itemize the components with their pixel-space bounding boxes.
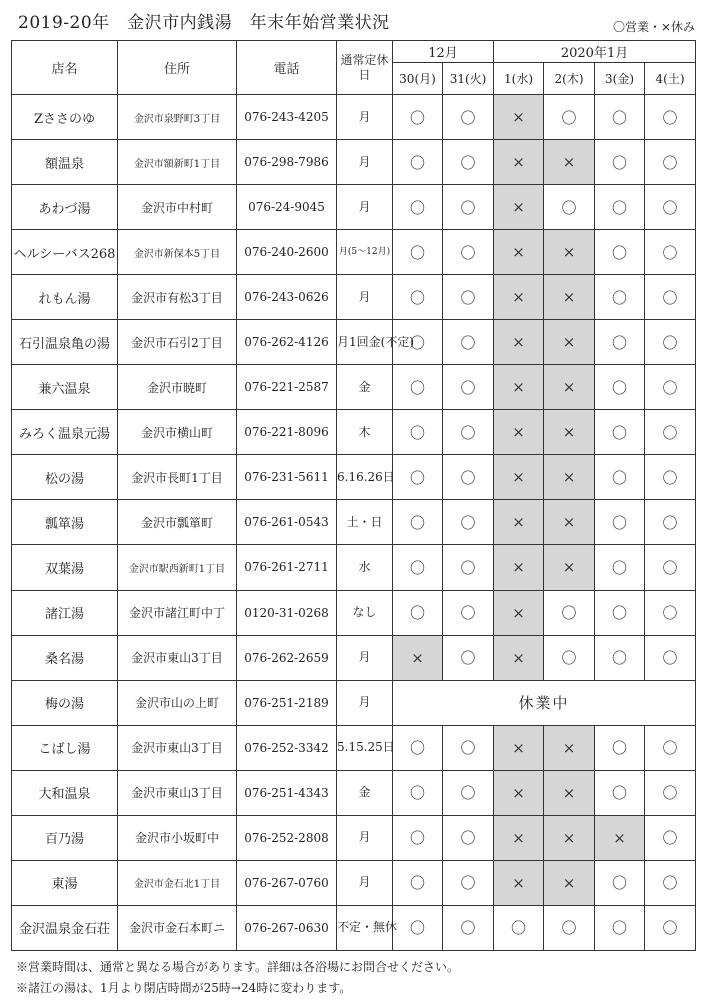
shop-phone: 076-252-3342 bbox=[237, 725, 337, 770]
status-mark: 〇 bbox=[443, 725, 494, 770]
status-mark: × bbox=[544, 275, 595, 320]
status-mark: 〇 bbox=[544, 95, 595, 140]
status-mark: 〇 bbox=[443, 860, 494, 905]
shop-name: こばし湯 bbox=[12, 725, 118, 770]
legend: 〇営業・×休み bbox=[612, 20, 695, 34]
status-mark: 〇 bbox=[443, 815, 494, 860]
shop-name: 百乃湯 bbox=[12, 815, 118, 860]
status-mark: 〇 bbox=[645, 500, 696, 545]
shop-name: Zささのゆ bbox=[12, 95, 118, 140]
shop-address: 金沢市横山町 bbox=[118, 410, 237, 455]
status-mark: × bbox=[494, 815, 544, 860]
status-mark: × bbox=[494, 95, 544, 140]
status-mark: 〇 bbox=[443, 770, 494, 815]
status-mark: 〇 bbox=[595, 410, 645, 455]
shop-address: 金沢市東山3丁目 bbox=[118, 770, 237, 815]
status-mark: × bbox=[544, 410, 595, 455]
shop-address: 金沢市駅西新町1丁目 bbox=[118, 545, 237, 590]
table-row bbox=[12, 95, 696, 140]
status-mark: × bbox=[494, 500, 544, 545]
regular-holiday: 月 bbox=[337, 860, 393, 905]
status-mark: 〇 bbox=[595, 905, 645, 950]
status-mark: 〇 bbox=[443, 320, 494, 365]
regular-holiday: 月 bbox=[337, 95, 393, 140]
shop-phone: 076-24-9045 bbox=[237, 185, 337, 230]
regular-holiday: 月 bbox=[337, 635, 393, 680]
schedule-body bbox=[12, 95, 696, 951]
status-mark: 〇 bbox=[645, 905, 696, 950]
status-mark: 〇 bbox=[393, 500, 443, 545]
table-row bbox=[12, 680, 696, 725]
status-mark: 〇 bbox=[595, 320, 645, 365]
status-mark: 〇 bbox=[393, 590, 443, 635]
shop-address: 金沢市瓢箪町 bbox=[118, 500, 237, 545]
shop-name: 大和温泉 bbox=[12, 770, 118, 815]
shop-address: 金沢市東山3丁目 bbox=[118, 725, 237, 770]
header-day: 30(月) bbox=[393, 63, 443, 95]
shop-address: 金沢市諸江町中丁 bbox=[118, 590, 237, 635]
status-mark: 〇 bbox=[544, 905, 595, 950]
status-mark: 〇 bbox=[544, 185, 595, 230]
header-address: 住所 bbox=[118, 41, 237, 95]
status-mark: 〇 bbox=[393, 905, 443, 950]
status-mark: 〇 bbox=[645, 320, 696, 365]
status-mark: 〇 bbox=[645, 95, 696, 140]
shop-name: れもん湯 bbox=[12, 275, 118, 320]
shop-phone: 076-243-0626 bbox=[237, 275, 337, 320]
status-mark: × bbox=[494, 320, 544, 365]
status-mark: × bbox=[494, 770, 544, 815]
shop-address: 金沢市泉野町3丁目 bbox=[118, 95, 237, 140]
shop-name: 双葉湯 bbox=[12, 545, 118, 590]
status-mark: × bbox=[544, 455, 595, 500]
table-row bbox=[12, 185, 696, 230]
shop-phone: 076-262-4126 bbox=[237, 320, 337, 365]
regular-holiday: 木 bbox=[337, 410, 393, 455]
status-mark: × bbox=[494, 230, 544, 275]
status-mark: 〇 bbox=[443, 185, 494, 230]
shop-address: 金沢市金石北1丁目 bbox=[118, 860, 237, 905]
footnotes bbox=[16, 957, 459, 999]
status-mark: 〇 bbox=[645, 725, 696, 770]
table-row bbox=[12, 545, 696, 590]
shop-address: 金沢市山の上町 bbox=[118, 680, 237, 725]
regular-holiday: 月1回金(不定) bbox=[337, 320, 393, 365]
status-mark: 〇 bbox=[443, 140, 494, 185]
shop-name: 梅の湯 bbox=[12, 680, 118, 725]
status-mark: × bbox=[544, 725, 595, 770]
table-row bbox=[12, 590, 696, 635]
status-mark: 〇 bbox=[645, 770, 696, 815]
shop-address: 金沢市小坂町中 bbox=[118, 815, 237, 860]
regular-holiday: 月 bbox=[337, 140, 393, 185]
status-mark: 〇 bbox=[544, 635, 595, 680]
regular-holiday: 月(5〜12月) bbox=[337, 230, 393, 275]
status-mark: 〇 bbox=[393, 140, 443, 185]
status-mark: 〇 bbox=[443, 905, 494, 950]
shop-address: 金沢市金石本町ニ bbox=[118, 905, 237, 950]
shop-name: 諸江湯 bbox=[12, 590, 118, 635]
footnote: ※営業時間は、通常と異なる場合があります。詳細は各浴場にお問合せください。 bbox=[16, 960, 460, 974]
status-mark: 〇 bbox=[393, 185, 443, 230]
table-row bbox=[12, 365, 696, 410]
shop-address: 金沢市長町1丁目 bbox=[118, 455, 237, 500]
table-row bbox=[12, 905, 696, 950]
header-december: 12月 bbox=[393, 41, 494, 63]
shop-name: ヘルシーバス268 bbox=[12, 230, 118, 275]
shop-address: 金沢市新保本5丁目 bbox=[118, 230, 237, 275]
status-mark: × bbox=[544, 365, 595, 410]
status-mark: × bbox=[544, 770, 595, 815]
shop-phone: 0120-31-0268 bbox=[237, 590, 337, 635]
status-mark: × bbox=[494, 725, 544, 770]
status-mark: × bbox=[494, 365, 544, 410]
status-mark: × bbox=[595, 815, 645, 860]
table-row bbox=[12, 725, 696, 770]
header-phone: 電話 bbox=[237, 41, 337, 95]
shop-address: 金沢市暁町 bbox=[118, 365, 237, 410]
status-mark: 〇 bbox=[393, 410, 443, 455]
shop-phone: 076-240-2600 bbox=[237, 230, 337, 275]
status-mark: 〇 bbox=[645, 635, 696, 680]
shop-name: 金沢温泉金石荘 bbox=[12, 905, 118, 950]
table-row bbox=[12, 770, 696, 815]
shop-phone: 076-231-5611 bbox=[237, 455, 337, 500]
regular-holiday: 6.16.26日 bbox=[337, 455, 393, 500]
status-mark: 〇 bbox=[595, 275, 645, 320]
header-regular-off bbox=[337, 41, 393, 95]
status-mark: 〇 bbox=[443, 365, 494, 410]
shop-phone: 076-262-2659 bbox=[237, 635, 337, 680]
status-mark: 〇 bbox=[443, 455, 494, 500]
schedule-table bbox=[11, 40, 696, 951]
status-mark: 〇 bbox=[393, 230, 443, 275]
status-mark: 〇 bbox=[595, 725, 645, 770]
status-mark: 〇 bbox=[443, 500, 494, 545]
shop-name: みろく温泉元湯 bbox=[12, 410, 118, 455]
regular-holiday: 月 bbox=[337, 815, 393, 860]
shop-phone: 076-221-2587 bbox=[237, 365, 337, 410]
status-mark: 〇 bbox=[595, 230, 645, 275]
status-mark: 〇 bbox=[595, 455, 645, 500]
status-mark: 〇 bbox=[393, 770, 443, 815]
status-mark: × bbox=[544, 230, 595, 275]
status-mark: 〇 bbox=[645, 455, 696, 500]
shop-phone: 076-251-2189 bbox=[237, 680, 337, 725]
header-name: 店名 bbox=[12, 41, 118, 95]
shop-name: 額温泉 bbox=[12, 140, 118, 185]
status-mark: 〇 bbox=[595, 635, 645, 680]
status-mark: 〇 bbox=[645, 365, 696, 410]
status-mark: 〇 bbox=[595, 500, 645, 545]
header-day: 2(木) bbox=[544, 63, 595, 95]
status-mark: 〇 bbox=[443, 590, 494, 635]
table-row bbox=[12, 815, 696, 860]
shop-name: 東湯 bbox=[12, 860, 118, 905]
status-mark: × bbox=[494, 860, 544, 905]
shop-phone: 076-243-4205 bbox=[237, 95, 337, 140]
shop-address: 金沢市額新町1丁目 bbox=[118, 140, 237, 185]
status-mark: 〇 bbox=[645, 230, 696, 275]
table-row bbox=[12, 860, 696, 905]
status-mark: × bbox=[544, 500, 595, 545]
shop-phone: 076-251-4343 bbox=[237, 770, 337, 815]
status-mark: 〇 bbox=[393, 725, 443, 770]
regular-holiday: 土・日 bbox=[337, 500, 393, 545]
status-mark: 〇 bbox=[393, 455, 443, 500]
status-mark: 〇 bbox=[393, 365, 443, 410]
regular-holiday: 月 bbox=[337, 680, 393, 725]
status-mark: × bbox=[494, 635, 544, 680]
status-mark: 〇 bbox=[494, 905, 544, 950]
regular-holiday: 月 bbox=[337, 275, 393, 320]
shop-phone: 076-267-0760 bbox=[237, 860, 337, 905]
header-day: 4(土) bbox=[645, 63, 696, 95]
shop-name: 兼六温泉 bbox=[12, 365, 118, 410]
status-mark: 〇 bbox=[443, 410, 494, 455]
header-day: 31(火) bbox=[443, 63, 494, 95]
page-title: 2019-20年 金沢市内銭湯 年末年始営業状況 bbox=[18, 13, 390, 33]
table-row bbox=[12, 230, 696, 275]
status-mark: 〇 bbox=[645, 275, 696, 320]
regular-holiday: 不定・無休 bbox=[337, 905, 393, 950]
shop-name: 桑名湯 bbox=[12, 635, 118, 680]
status-mark: 〇 bbox=[645, 545, 696, 590]
shop-phone: 076-221-8096 bbox=[237, 410, 337, 455]
status-mark: 〇 bbox=[645, 185, 696, 230]
status-mark: 〇 bbox=[544, 590, 595, 635]
shop-phone: 076-298-7986 bbox=[237, 140, 337, 185]
status-mark: × bbox=[494, 455, 544, 500]
shop-phone: 076-261-2711 bbox=[237, 545, 337, 590]
status-mark: × bbox=[494, 410, 544, 455]
table-row bbox=[12, 410, 696, 455]
table-row bbox=[12, 320, 696, 365]
status-mark: 〇 bbox=[393, 320, 443, 365]
status-mark: 〇 bbox=[393, 275, 443, 320]
regular-holiday: 金 bbox=[337, 770, 393, 815]
status-mark: 〇 bbox=[595, 770, 645, 815]
status-mark: 〇 bbox=[393, 860, 443, 905]
regular-holiday: 5.15.25日 bbox=[337, 725, 393, 770]
status-mark: × bbox=[544, 860, 595, 905]
status-mark: 〇 bbox=[443, 230, 494, 275]
status-mark: 〇 bbox=[645, 860, 696, 905]
status-mark: × bbox=[393, 635, 443, 680]
status-mark: 〇 bbox=[595, 590, 645, 635]
status-mark: × bbox=[494, 275, 544, 320]
status-mark: × bbox=[544, 815, 595, 860]
closed-notice: 休業中 bbox=[393, 680, 696, 725]
shop-name: 瓢箪湯 bbox=[12, 500, 118, 545]
table-row bbox=[12, 455, 696, 500]
header-day: 1(水) bbox=[494, 63, 544, 95]
shop-phone: 076-252-2808 bbox=[237, 815, 337, 860]
shop-name: あわづ湯 bbox=[12, 185, 118, 230]
shop-address: 金沢市東山3丁目 bbox=[118, 635, 237, 680]
shop-address: 金沢市石引2丁目 bbox=[118, 320, 237, 365]
header-january: 2020年1月 bbox=[494, 41, 696, 63]
status-mark: 〇 bbox=[645, 590, 696, 635]
shop-name: 松の湯 bbox=[12, 455, 118, 500]
status-mark: × bbox=[494, 185, 544, 230]
status-mark: × bbox=[494, 590, 544, 635]
status-mark: 〇 bbox=[393, 545, 443, 590]
header-day: 3(金) bbox=[595, 63, 645, 95]
shop-phone: 076-261-0543 bbox=[237, 500, 337, 545]
status-mark: 〇 bbox=[443, 635, 494, 680]
status-mark: 〇 bbox=[595, 95, 645, 140]
status-mark: 〇 bbox=[595, 545, 645, 590]
table-row bbox=[12, 500, 696, 545]
status-mark: × bbox=[544, 320, 595, 365]
regular-holiday: 金 bbox=[337, 365, 393, 410]
status-mark: 〇 bbox=[645, 815, 696, 860]
regular-holiday: 月 bbox=[337, 185, 393, 230]
status-mark: × bbox=[544, 140, 595, 185]
shop-name: 石引温泉亀の湯 bbox=[12, 320, 118, 365]
status-mark: 〇 bbox=[443, 275, 494, 320]
status-mark: 〇 bbox=[393, 95, 443, 140]
status-mark: × bbox=[494, 140, 544, 185]
regular-holiday: 水 bbox=[337, 545, 393, 590]
status-mark: 〇 bbox=[645, 140, 696, 185]
regular-holiday: なし bbox=[337, 590, 393, 635]
status-mark: 〇 bbox=[595, 140, 645, 185]
status-mark: × bbox=[494, 545, 544, 590]
table-row bbox=[12, 635, 696, 680]
status-mark: 〇 bbox=[595, 185, 645, 230]
table-row bbox=[12, 140, 696, 185]
footnote: ※諸江の湯は、1月より閉店時間が25時→24時に変わります。 bbox=[16, 981, 352, 995]
status-mark: 〇 bbox=[595, 860, 645, 905]
header-regular-off-label: 通常定休日 bbox=[340, 52, 389, 82]
shop-address: 金沢市中村町 bbox=[118, 185, 237, 230]
status-mark: 〇 bbox=[443, 545, 494, 590]
table-row bbox=[12, 275, 696, 320]
status-mark: × bbox=[544, 545, 595, 590]
shop-address: 金沢市有松3丁目 bbox=[118, 275, 237, 320]
status-mark: 〇 bbox=[595, 365, 645, 410]
shop-phone: 076-267-0630 bbox=[237, 905, 337, 950]
status-mark: 〇 bbox=[393, 815, 443, 860]
status-mark: 〇 bbox=[645, 410, 696, 455]
status-mark: 〇 bbox=[443, 95, 494, 140]
